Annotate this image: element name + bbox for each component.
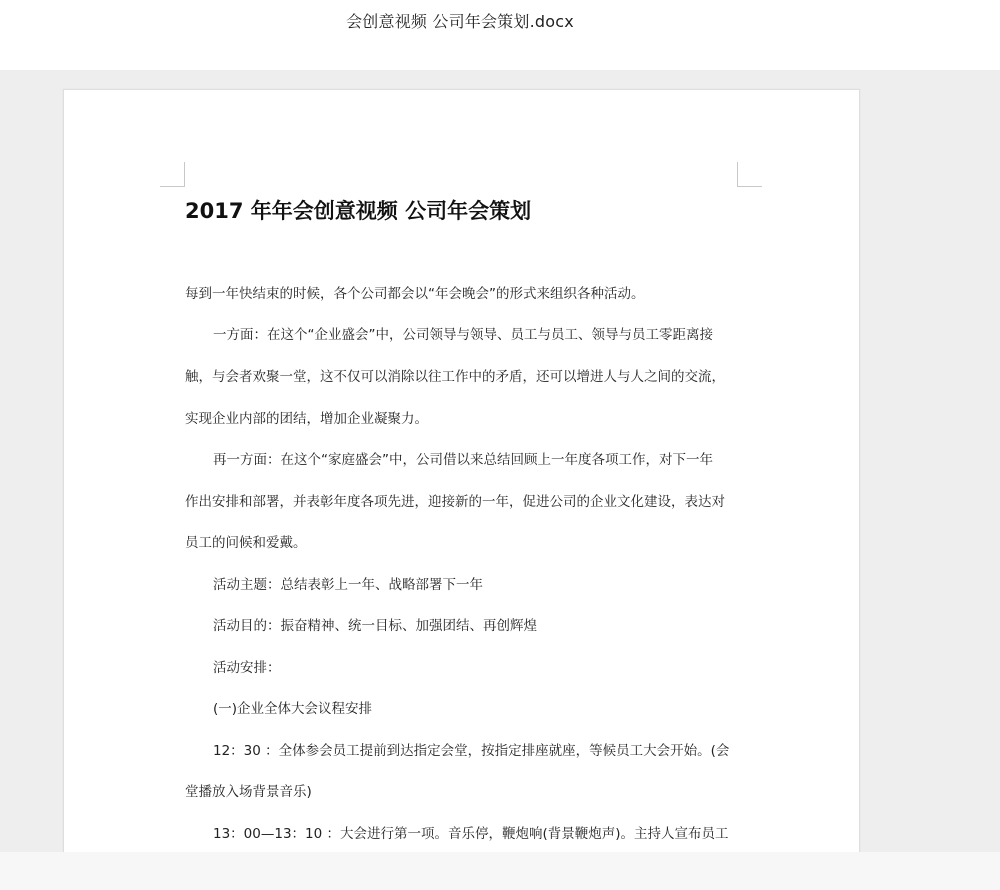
document-page[interactable] bbox=[63, 89, 860, 852]
paragraph-line: 员工的问候和爱戴。 bbox=[185, 535, 307, 551]
document-workspace[interactable] bbox=[0, 70, 1000, 852]
paragraph-line: 活动安排： bbox=[213, 660, 281, 676]
paragraph-line: 13：00—13：10 ：大会进行第一项。音乐停，鞭炮响(背景鞭炮声)。主持人宣布员工 bbox=[213, 826, 729, 842]
paragraph-line: 每到一年快结束的时候，各个公司都会以“年会晚会”的形式来组织各种活动。 bbox=[185, 286, 645, 302]
bottom-bar bbox=[0, 852, 1000, 890]
paragraph-line: 堂播放入场背景音乐) bbox=[185, 784, 312, 800]
margin-corner-top-left bbox=[160, 162, 185, 187]
title-bar bbox=[0, 0, 1000, 70]
paragraph-line: 活动目的：振奋精神、统一目标、加强团结、再创辉煌 bbox=[213, 618, 537, 634]
paragraph-line: (一)企业全体大会议程安排 bbox=[213, 701, 373, 717]
paragraph-line: 作出安排和部署，并表彰年度各项先进，迎接新的一年，促进公司的企业文化建设，表达对 bbox=[185, 494, 725, 510]
document-heading: 2017 年年会创意视频 公司年会策划 bbox=[185, 199, 532, 223]
paragraph-line: 一方面：在这个“企业盛会”中，公司领导与领导、员工与员工、领导与员工零距离接 bbox=[213, 327, 713, 343]
paragraph-line: 实现企业内部的团结，增加企业凝聚力。 bbox=[185, 411, 428, 427]
document-title: 会创意视频 公司年会策划.docx bbox=[346, 12, 574, 31]
paragraph-line: 12：30 ：全体参会员工提前到达指定会堂，按指定排座就座，等候员工大会开始。(会 bbox=[213, 743, 730, 759]
paragraph-line: 再一方面：在这个“家庭盛会”中，公司借以来总结回顾上一年度各项工作，对下一年 bbox=[213, 452, 713, 468]
paragraph-line: 触，与会者欢聚一堂，这不仅可以消除以往工作中的矛盾，还可以增进人与人之间的交流， bbox=[185, 369, 725, 385]
paragraph-line: 活动主题：总结表彰上一年、战略部署下一年 bbox=[213, 577, 483, 593]
margin-corner-top-right bbox=[737, 162, 762, 187]
